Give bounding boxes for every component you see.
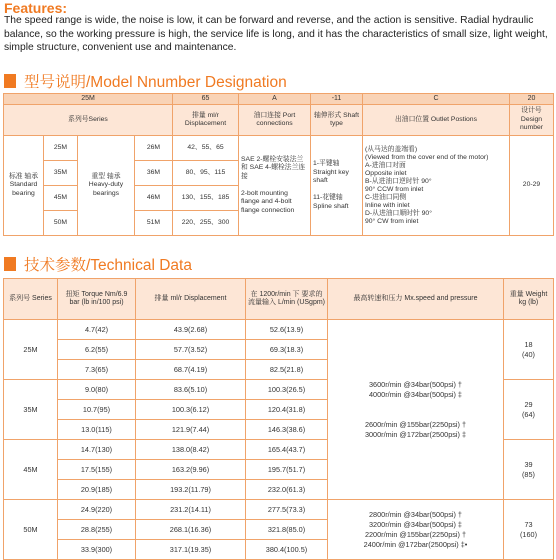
displacement-cell: 100.3(6.12)	[136, 400, 246, 420]
heavy-series: 36M	[135, 161, 173, 186]
header-displacement: 排量 ml/r Displacement	[136, 279, 246, 320]
header-shaft: 轴伸形式 Shaft type	[311, 105, 363, 136]
displacement-options: 80、95、115	[173, 161, 239, 186]
speed-cell: 3600r/min @34bar(500psi) † 4000r/min @34bar(500psi) ‡ 2600r/min @155bar(2250psi) † 3000r/min @172bar(2500psi) ‡	[328, 320, 504, 500]
header-outlet: 出油口位置 Outlet Postions	[363, 105, 510, 136]
features-title: Features:	[4, 0, 68, 16]
flow-cell: 321.8(85.0)	[246, 520, 328, 540]
technical-data-table	[3, 278, 554, 560]
header-speed: 最高转速和压力 Mx.speed and pressure	[328, 279, 504, 320]
torque-cell: 20.9(185)	[58, 480, 136, 500]
displacement-options: 130、155、185	[173, 186, 239, 211]
flow-cell: 165.4(43.7)	[246, 440, 328, 460]
flow-cell: 277.5(73.3)	[246, 500, 328, 520]
flow-cell: 82.5(21.8)	[246, 360, 328, 380]
code-outlet: C	[363, 94, 510, 105]
flow-cell: 69.3(18.3)	[246, 340, 328, 360]
torque-cell: 14.7(130)	[58, 440, 136, 460]
displacement-cell: 83.6(5.10)	[136, 380, 246, 400]
displacement-cell: 317.1(19.35)	[136, 540, 246, 560]
weight-cell: 73 (160)	[504, 500, 554, 560]
heavy-series: 26M	[135, 136, 173, 161]
displacement-cell: 268.1(16.36)	[136, 520, 246, 540]
code-port: A	[239, 94, 311, 105]
displacement-cell: 231.2(14.11)	[136, 500, 246, 520]
torque-cell: 28.8(255)	[58, 520, 136, 540]
header-flow: 在 1200r/min 下 要求的流量输入 L/min (USgpm)	[246, 279, 328, 320]
tech-section-heading	[4, 253, 192, 275]
weight-cell: 29 (64)	[504, 380, 554, 440]
flow-cell: 146.3(38.6)	[246, 420, 328, 440]
torque-cell: 9.0(80)	[58, 380, 136, 400]
torque-cell: 10.7(95)	[58, 400, 136, 420]
series-cell: 35M	[4, 380, 58, 440]
displacement-cell: 163.2(9.96)	[136, 460, 246, 480]
series-cell: 50M	[4, 500, 58, 560]
flow-cell: 100.3(26.5)	[246, 380, 328, 400]
displacement-cell: 138.0(8.42)	[136, 440, 246, 460]
header-torque: 扭矩 Torque Nm/6.9 bar (lb in/100 psi)	[58, 279, 136, 320]
displacement-options: 220、255、300	[173, 211, 239, 236]
model-section-heading	[4, 70, 287, 92]
displacement-cell: 68.7(4.19)	[136, 360, 246, 380]
header-displacement: 排量 ml/r Displacement	[173, 105, 239, 136]
code-series: 25M	[4, 94, 173, 105]
model-designation-table	[3, 93, 554, 236]
heavy-series: 46M	[135, 186, 173, 211]
weight-cell: 39 (85)	[504, 440, 554, 500]
section-marker-icon	[4, 257, 16, 271]
header-series: 系列号 Series	[4, 279, 58, 320]
heavy-bearing-label: 重型 轴承 Heavy-duty bearings	[78, 136, 135, 236]
torque-cell: 24.9(220)	[58, 500, 136, 520]
code-design: 20	[510, 94, 554, 105]
code-displacement: 65	[173, 94, 239, 105]
torque-cell: 4.7(42)	[58, 320, 136, 340]
table-row	[4, 320, 554, 340]
features-description: The speed range is wide, the noise is low, it can be forward and reverse, and the action is sensitive. Radial hydraulic balance, so the working pressure is high, the service life is long, and it has the characteristics of small size, light weight, simple structure, convenient use and maintenance.	[4, 15, 548, 53]
model-section-title: 型号说明/Model Nnumber Designation	[24, 74, 287, 91]
standard-bearing-label: 标准 轴承 Standard bearing	[4, 136, 44, 236]
code-shaft: -11	[311, 94, 363, 105]
standard-series: 25M	[44, 136, 78, 161]
shaft-description: 1-平键轴 Straight key shaft 11-花键轴 Spline shaft	[311, 136, 363, 236]
flow-cell: 52.6(13.9)	[246, 320, 328, 340]
torque-cell: 33.9(300)	[58, 540, 136, 560]
series-cell: 25M	[4, 320, 58, 380]
section-marker-icon	[4, 74, 16, 88]
displacement-cell: 57.7(3.52)	[136, 340, 246, 360]
header-weight: 重量 Weight kg (lb)	[504, 279, 554, 320]
displacement-options: 42、55、65	[173, 136, 239, 161]
torque-cell: 6.2(55)	[58, 340, 136, 360]
torque-cell: 13.0(115)	[58, 420, 136, 440]
flow-cell: 380.4(100.5)	[246, 540, 328, 560]
standard-series: 50M	[44, 211, 78, 236]
header-design: 设计号 Design number	[510, 105, 554, 136]
standard-series: 35M	[44, 161, 78, 186]
speed-cell: 2800r/min @34bar(500psi) † 3200r/min @34bar(500psi) ‡ 2200r/min @155bar(2250psi) † 2400r/min @172bar(2500psi) ‡•	[328, 500, 504, 560]
displacement-cell: 193.2(11.79)	[136, 480, 246, 500]
standard-series: 45M	[44, 186, 78, 211]
tech-section-title: 技术参数/Technical Data	[24, 257, 192, 274]
flow-cell: 195.7(51.7)	[246, 460, 328, 480]
header-series: 系列号Series	[4, 105, 173, 136]
design-range: 20-29	[510, 136, 554, 236]
flow-cell: 120.4(31.8)	[246, 400, 328, 420]
table-row	[4, 500, 554, 520]
port-description: SAE 2-螺栓安装法兰和 SAE 4-螺栓法兰连接 2-bolt mounting flange and 4-bolt flange connection	[239, 136, 311, 236]
displacement-cell: 43.9(2.68)	[136, 320, 246, 340]
header-port: 油口连接 Port connections	[239, 105, 311, 136]
series-cell: 45M	[4, 440, 58, 500]
outlet-description: (从马达的盖端看) (Viewed from the cover end of the motor) A-进油口对面 Opposite inlet B-从进油口逆时针 90° 90° CCW from inlet C-进油口同侧 Inline with inlet D-从进油口顺时针 90° 90° CW from inlet	[363, 136, 510, 236]
torque-cell: 17.5(155)	[58, 460, 136, 480]
heavy-series: 51M	[135, 211, 173, 236]
weight-cell: 18 (40)	[504, 320, 554, 380]
flow-cell: 232.0(61.3)	[246, 480, 328, 500]
displacement-cell: 121.9(7.44)	[136, 420, 246, 440]
torque-cell: 7.3(65)	[58, 360, 136, 380]
